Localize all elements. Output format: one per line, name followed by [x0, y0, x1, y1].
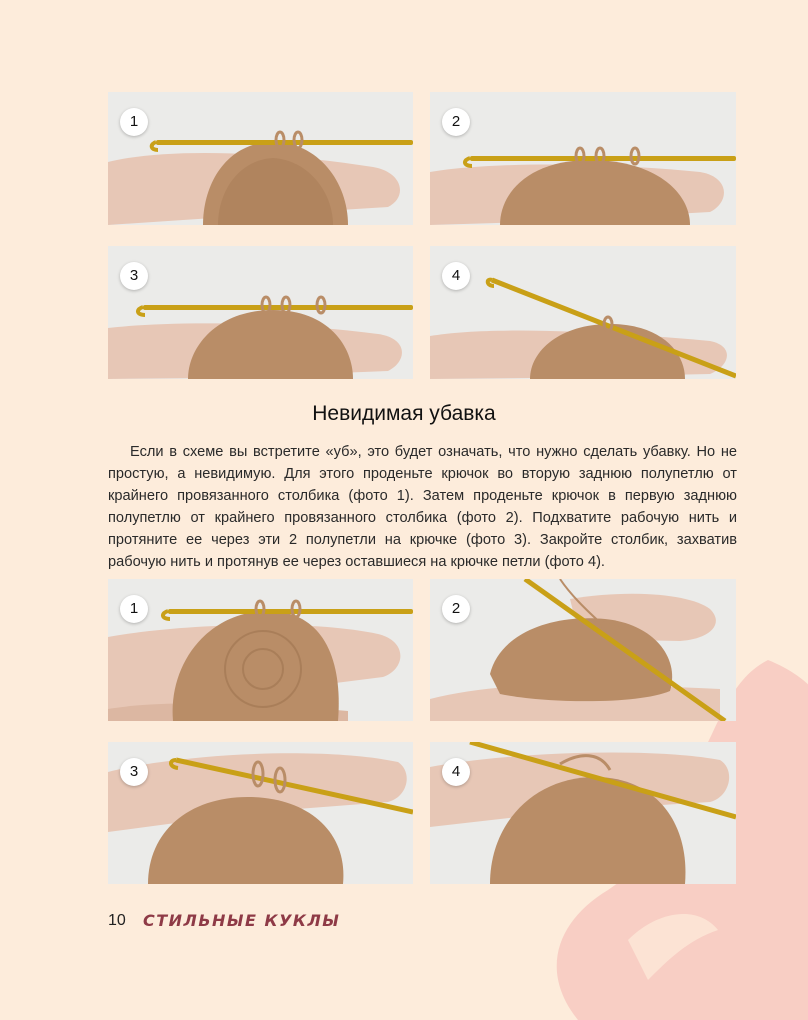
crochet-photo-image [108, 742, 413, 884]
crochet-photo-image [430, 579, 736, 721]
crochet-photo-image [108, 92, 413, 225]
crochet-photo-image [430, 92, 736, 225]
photo-number-badge: 4 [442, 758, 470, 786]
photo-number-badge: 2 [442, 595, 470, 623]
crochet-photo-image [430, 742, 736, 884]
crochet-photo-image [108, 246, 413, 379]
top-photo-4 [430, 246, 736, 379]
photo-number-badge: 2 [442, 108, 470, 136]
page-number: 10 [108, 912, 126, 929]
top-photo-2 [430, 92, 736, 225]
running-title: СТИЛЬНЫЕ КУКЛЫ [143, 911, 341, 930]
bottom-photo-2 [430, 579, 736, 721]
bottom-photo-1 [108, 579, 413, 721]
photo-number-badge: 4 [442, 262, 470, 290]
photo-number-badge: 1 [120, 595, 148, 623]
photo-number-badge: 3 [120, 758, 148, 786]
section-heading: Невидимая убавка [312, 402, 496, 425]
bottom-photo-4 [430, 742, 736, 884]
crochet-photo-image [430, 246, 736, 379]
photo-number-badge: 1 [120, 108, 148, 136]
bottom-photo-3 [108, 742, 413, 884]
photo-number-badge: 3 [120, 262, 148, 290]
instruction-paragraph: Если в схеме вы встретите «уб», это будет означать, что нужно сделать убавку. Но не простую, а невидимую. Для этого проденьте крючок во вторую заднюю полупетлю от крайнего провязанного столбика (фото 1). Затем проденьте крючок в первую заднюю полупетлю от крайнего провязанного столбика (фото 2). Подхватите рабочую нить и протяните ее через эти 2 полупетли на крючке (фото 3). Закройте столбик, захватив рабочую нить и протянув ее через оставшиеся на крючке петли (фото 4). [108, 444, 737, 570]
top-photo-3 [108, 246, 413, 379]
top-photo-1 [108, 92, 413, 225]
crochet-photo-image [108, 579, 413, 721]
